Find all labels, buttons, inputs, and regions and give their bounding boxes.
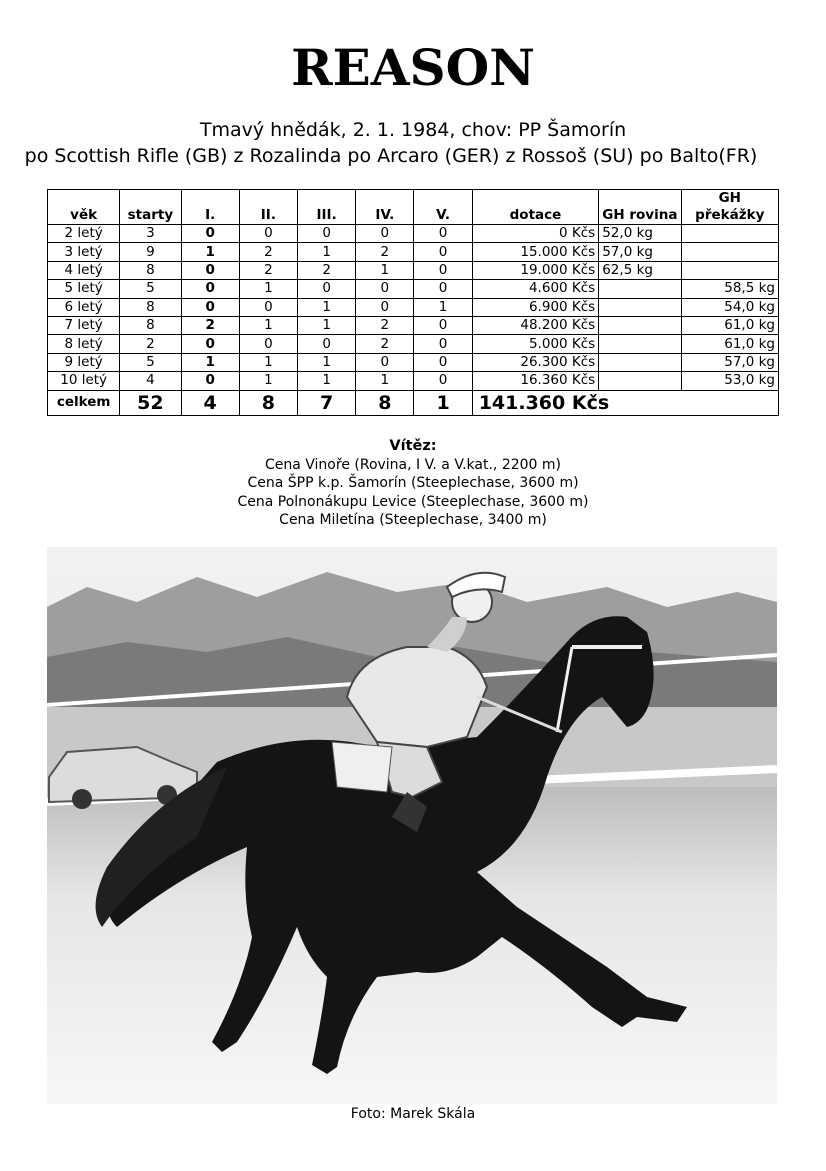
cell-prize: 6.900 Kčs [472, 298, 599, 316]
cell-p3: 1 [298, 316, 356, 334]
cell-gh-hurdle: 53,0 kg [681, 372, 778, 390]
horse-description: Tmavý hnědák, 2. 1. 1984, chov: PP Šamorín [199, 119, 627, 141]
cell-gh-flat: 52,0 kg [599, 225, 681, 243]
cell-p1: 0 [181, 280, 239, 298]
cell-p3: 0 [298, 280, 356, 298]
cell-p5: 0 [414, 372, 472, 390]
cell-p5: 1 [414, 298, 472, 316]
cell-p3: 1 [298, 353, 356, 371]
cell-p2: 0 [239, 335, 297, 353]
cell-prize: 48.200 Kčs [472, 316, 599, 334]
total-starts: 52 [120, 390, 181, 415]
cell-age: 5 letý [48, 280, 120, 298]
cell-p5: 0 [414, 261, 472, 279]
cell-prize: 16.360 Kčs [472, 372, 599, 390]
header-gh-flat: GH rovina [599, 190, 681, 225]
table-header-row [48, 190, 779, 225]
cell-starts: 2 [120, 335, 181, 353]
cell-prize: 0 Kčs [472, 225, 599, 243]
header-place-3: III. [298, 190, 356, 225]
cell-p3: 0 [298, 335, 356, 353]
cell-p1: 1 [181, 243, 239, 261]
cell-p4: 2 [356, 243, 414, 261]
cell-gh-hurdle [681, 225, 778, 243]
cell-age: 6 letý [48, 298, 120, 316]
cell-age: 9 letý [48, 353, 120, 371]
cell-gh-flat [599, 280, 681, 298]
photo-caption: Foto: Marek Skála [350, 1106, 476, 1122]
total-place-4: 8 [356, 390, 414, 415]
header-gh-hurdle: GH překážky [681, 190, 778, 225]
cell-gh-flat [599, 335, 681, 353]
cell-p4: 2 [356, 335, 414, 353]
cell-p4: 1 [356, 372, 414, 390]
cell-starts: 3 [120, 225, 181, 243]
cell-starts: 5 [120, 353, 181, 371]
cell-gh-flat: 62,5 kg [599, 261, 681, 279]
winner-section [0, 437, 826, 530]
cell-p4: 0 [356, 225, 414, 243]
cell-p2: 2 [239, 243, 297, 261]
cell-prize: 4.600 Kčs [472, 280, 599, 298]
winner-race: Cena ŠPP k.p. Šamorín (Steeplechase, 3600 m) [247, 475, 579, 491]
header-starts: starty [120, 190, 181, 225]
horse-pedigree: po Scottish Rifle (GB) z Rozalinda po Arcaro (GER) z Rossoš (SU) po Balto(FR) [24, 145, 758, 167]
cell-p1: 0 [181, 261, 239, 279]
cell-age: 7 letý [48, 316, 120, 334]
cell-p4: 0 [356, 280, 414, 298]
cell-p4: 0 [356, 353, 414, 371]
cell-gh-hurdle: 57,0 kg [681, 353, 778, 371]
header-place-4: IV. [356, 190, 414, 225]
cell-p5: 0 [414, 243, 472, 261]
horse-name-title: REASON [291, 38, 535, 97]
cell-p5: 0 [414, 335, 472, 353]
cell-gh-flat [599, 316, 681, 334]
total-prize: 141.360 Kčs [472, 390, 778, 415]
cell-p3: 1 [298, 243, 356, 261]
cell-p1: 0 [181, 335, 239, 353]
cell-p5: 0 [414, 353, 472, 371]
cell-prize: 15.000 Kčs [472, 243, 599, 261]
cell-gh-flat: 57,0 kg [599, 243, 681, 261]
table-total-row [48, 390, 779, 415]
header-prize: dotace [472, 190, 599, 225]
total-place-2: 8 [239, 390, 297, 415]
cell-p5: 0 [414, 316, 472, 334]
cell-gh-hurdle: 54,0 kg [681, 298, 778, 316]
cell-starts: 5 [120, 280, 181, 298]
header-place-5: V. [414, 190, 472, 225]
horse-racing-photo [47, 547, 777, 1104]
total-label: celkem [48, 390, 120, 415]
table-row [48, 280, 779, 298]
cell-p4: 1 [356, 261, 414, 279]
cell-p1: 0 [181, 298, 239, 316]
total-place-1: 4 [181, 390, 239, 415]
cell-age: 8 letý [48, 335, 120, 353]
cell-starts: 8 [120, 316, 181, 334]
cell-starts: 9 [120, 243, 181, 261]
cell-starts: 8 [120, 261, 181, 279]
cell-p1: 0 [181, 225, 239, 243]
cell-p1: 1 [181, 353, 239, 371]
cell-age: 4 letý [48, 261, 120, 279]
winner-race: Cena Vinoře (Rovina, I V. a V.kat., 2200 m) [264, 456, 562, 473]
cell-p2: 1 [239, 280, 297, 298]
winner-heading: Vítěz: [389, 438, 437, 454]
table-row [48, 335, 779, 353]
cell-gh-flat [599, 353, 681, 371]
cell-prize: 19.000 Kčs [472, 261, 599, 279]
cell-p3: 0 [298, 225, 356, 243]
total-place-5: 1 [414, 390, 472, 415]
winner-race: Cena Polnonákupu Levice (Steeplechase, 3600 m) [237, 493, 589, 510]
cell-age: 2 letý [48, 225, 120, 243]
cell-gh-hurdle: 61,0 kg [681, 316, 778, 334]
header-place-1: I. [181, 190, 239, 225]
cell-gh-hurdle [681, 261, 778, 279]
cell-starts: 4 [120, 372, 181, 390]
cell-p2: 0 [239, 225, 297, 243]
table-row [48, 316, 779, 334]
winner-race: Cena Miletína (Steeplechase, 3400 m) [279, 512, 547, 528]
cell-gh-hurdle: 58,5 kg [681, 280, 778, 298]
cell-gh-hurdle: 61,0 kg [681, 335, 778, 353]
cell-p3: 1 [298, 298, 356, 316]
table-row [48, 298, 779, 316]
cell-p1: 0 [181, 372, 239, 390]
cell-p4: 2 [356, 316, 414, 334]
cell-p2: 1 [239, 316, 297, 334]
cell-p5: 0 [414, 280, 472, 298]
cell-starts: 8 [120, 298, 181, 316]
table-row [48, 372, 779, 390]
header-age: věk [48, 190, 120, 225]
table-row [48, 243, 779, 261]
cell-gh-hurdle [681, 243, 778, 261]
cell-p2: 2 [239, 261, 297, 279]
cell-age: 10 letý [48, 372, 120, 390]
header-place-2: II. [239, 190, 297, 225]
race-statistics-table [47, 189, 779, 416]
table-row [48, 353, 779, 371]
cell-gh-flat [599, 298, 681, 316]
total-place-3: 7 [298, 390, 356, 415]
cell-p3: 1 [298, 372, 356, 390]
cell-p2: 0 [239, 298, 297, 316]
cell-p2: 1 [239, 372, 297, 390]
cell-p4: 0 [356, 298, 414, 316]
cell-p1: 2 [181, 316, 239, 334]
cell-prize: 5.000 Kčs [472, 335, 599, 353]
cell-p2: 1 [239, 353, 297, 371]
photo-illustration [47, 547, 777, 1104]
cell-gh-flat [599, 372, 681, 390]
table-row [48, 225, 779, 243]
table-row [48, 261, 779, 279]
cell-prize: 26.300 Kčs [472, 353, 599, 371]
cell-age: 3 letý [48, 243, 120, 261]
cell-p3: 2 [298, 261, 356, 279]
cell-p5: 0 [414, 225, 472, 243]
